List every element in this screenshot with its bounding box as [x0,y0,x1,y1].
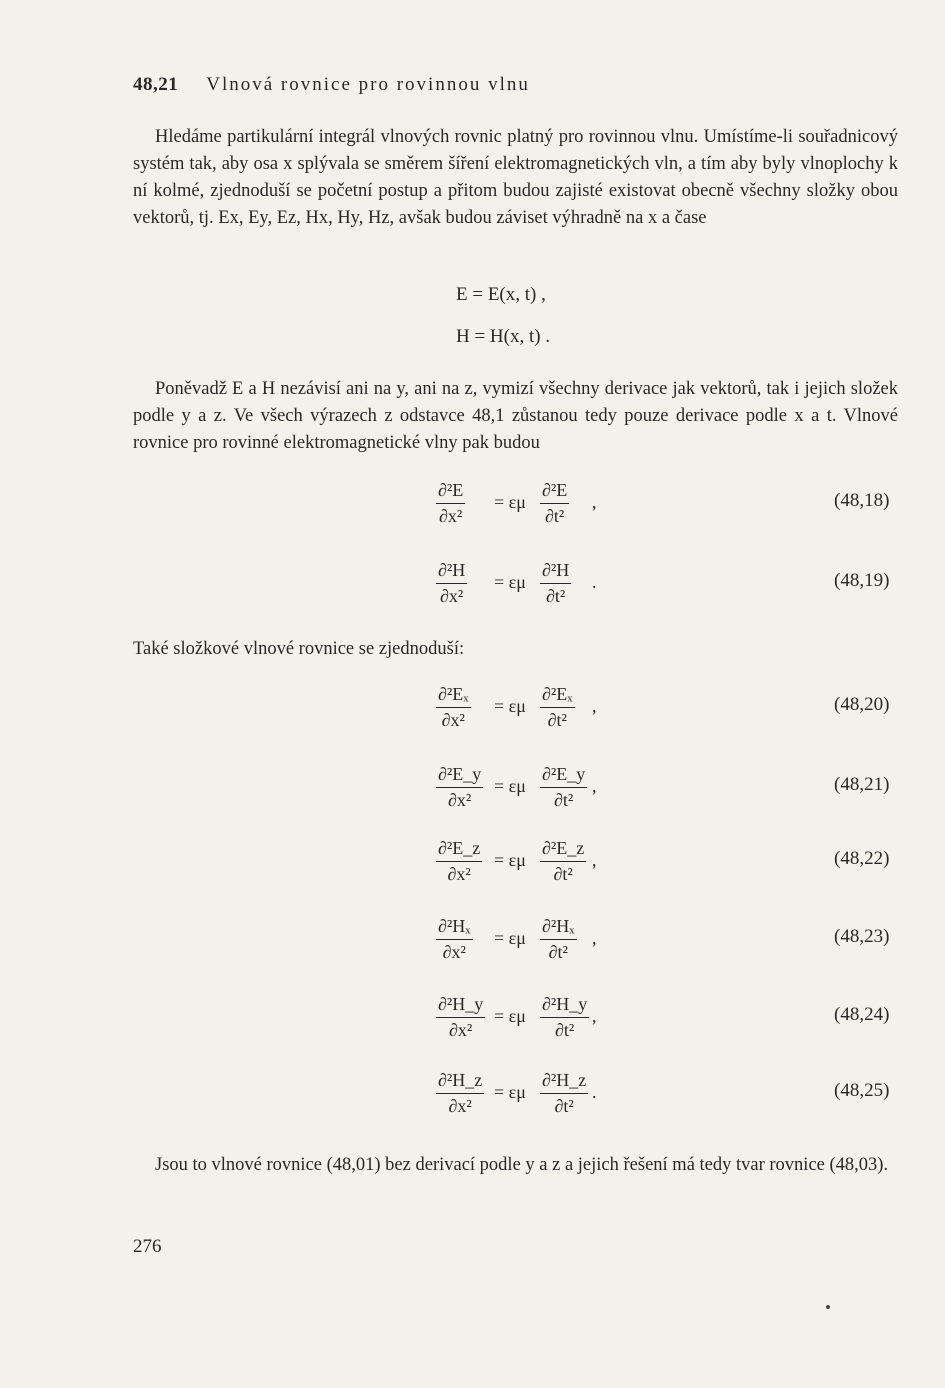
rhs-fraction [540,764,587,811]
paragraph-components [133,636,898,663]
equation-coefficient: = εμ [494,928,526,948]
lhs-fraction [436,764,483,811]
equation-coefficient: = εμ [494,850,526,870]
lhs-fraction-denominator: ∂x² [442,942,466,962]
ink-speck [826,1305,830,1309]
lhs-fraction-numerator: ∂²E [436,480,465,504]
rhs-fraction-numerator: ∂²Eₓ [540,684,575,708]
rhs-fraction-denominator: ∂t² [554,1096,574,1116]
rhs-fraction-numerator: ∂²H_y [540,994,589,1018]
equation-row [0,916,945,986]
equation-number: (48,24) [834,1004,890,1025]
equation-punctuation: , [592,928,597,948]
section-number: 48,21 [133,74,179,95]
lhs-fraction-denominator: ∂x² [449,1020,473,1040]
lhs-fraction-denominator: ∂x² [447,864,471,884]
paragraph-closing [133,1152,898,1179]
rhs-fraction-denominator: ∂t² [545,506,565,526]
equation-number: (48,20) [834,694,890,715]
section-heading [133,74,530,96]
equation-coefficient: = εμ [494,1006,526,1026]
equation-number: (48,23) [834,926,890,947]
equation-row [0,480,945,550]
lhs-fraction-denominator: ∂x² [439,506,463,526]
lhs-fraction-numerator: ∂²H_z [436,1070,484,1094]
equation-row [0,684,945,754]
rhs-fraction-numerator: ∂²H_z [540,1070,588,1094]
equation-coefficient: = εμ [494,776,526,796]
lhs-fraction-numerator: ∂²E_y [436,764,483,788]
rhs-fraction-numerator: ∂²E_z [540,838,586,862]
lhs-fraction [436,994,485,1041]
lhs-fraction [436,560,467,607]
rhs-fraction-denominator: ∂t² [547,710,567,730]
lhs-fraction-numerator: ∂²H [436,560,467,584]
rhs-fraction-denominator: ∂t² [554,790,574,810]
lhs-fraction-denominator: ∂x² [448,790,472,810]
lhs-fraction-denominator: ∂x² [440,586,464,606]
equation-punctuation: , [592,850,597,870]
lhs-fraction [436,684,471,731]
rhs-fraction [540,480,569,527]
rhs-fraction-denominator: ∂t² [555,1020,575,1040]
lhs-fraction [436,1070,484,1117]
equation-punctuation: . [592,572,597,592]
equation-punctuation: , [592,696,597,716]
rhs-fraction [540,560,571,607]
lhs-fraction [436,838,482,885]
paragraph-intro [133,124,898,232]
equation-punctuation: , [592,1006,597,1026]
equation-punctuation: , [592,492,597,512]
rhs-fraction [540,916,577,963]
lhs-fraction [436,480,465,527]
equation-number: (48,22) [834,848,890,869]
equation-coefficient: = εμ [494,572,526,592]
equation-punctuation: . [592,1082,597,1102]
rhs-fraction [540,1070,588,1117]
paragraph-intro-text: Hledáme partikulární integrál vlnových rovnic platný pro rovinnou vlnu. Umístíme-li souřadnicový systém tak, aby osa x splývala se směrem šíření elektromagnetických vln, a tím aby byly vlnoplochy k ní kolmé, zjednoduší se početní postup a přitom budou zajisté existovat obecně všechny složky obou vektorů, tj. Ex, Ey, Ez, Hx, Hy, Hz, avšak budou záviset výhradně na x a čase [133,127,898,228]
rhs-fraction-denominator: ∂t² [548,942,568,962]
rhs-fraction-numerator: ∂²E [540,480,569,504]
section-title: Vlnová rovnice pro rovinnou vlnu [206,74,530,95]
equation-number: (48,21) [834,774,890,795]
equation-number: (48,18) [834,490,890,511]
display-h: H = H(x, t) . [456,326,551,347]
lhs-fraction-numerator: ∂²Hₓ [436,916,473,940]
equation-coefficient: = εμ [494,1082,526,1102]
lhs-fraction-denominator: ∂x² [448,1096,472,1116]
lhs-fraction-numerator: ∂²H_y [436,994,485,1018]
paragraph-closing-text: Jsou to vlnové rovnice (48,01) bez derivací podle y a z a jejich řešení má tedy tvar rovnice (48,03). [155,1155,889,1175]
equation-number: (48,19) [834,570,890,591]
lhs-fraction-denominator: ∂x² [441,710,465,730]
lhs-fraction-numerator: ∂²E_z [436,838,482,862]
equation-punctuation: , [592,776,597,796]
lhs-fraction-numerator: ∂²Eₓ [436,684,471,708]
equation-row [0,764,945,834]
paragraph-components-text: Také složkové vlnové rovnice se zjednoduší: [133,639,465,659]
equation-row [0,838,945,908]
equation-number: (48,25) [834,1080,890,1101]
equation-row [0,994,945,1064]
paragraph-plane-text: Poněvadž E a H nezávisí ani na y, ani na z, vymizí všechny derivace jak vektorů, tak i jejich složek podle y a z. Ve všech výrazech z odstavce 48,1 zůstanou tedy pouze derivace podle x a t. Vlnové rovnice pro rovinné elektromagnetické vlny pak budou [133,379,898,453]
display-e: E = E(x, t) , [456,284,546,305]
rhs-fraction-denominator: ∂t² [553,864,573,884]
page-number: 276 [133,1236,162,1257]
rhs-fraction [540,838,586,885]
lhs-fraction [436,916,473,963]
rhs-fraction-numerator: ∂²Hₓ [540,916,577,940]
equation-coefficient: = εμ [494,696,526,716]
rhs-fraction-denominator: ∂t² [546,586,566,606]
rhs-fraction [540,684,575,731]
equation-row [0,1070,945,1140]
rhs-fraction-numerator: ∂²H [540,560,571,584]
equation-row [0,560,945,630]
equation-coefficient: = εμ [494,492,526,512]
rhs-fraction-numerator: ∂²E_y [540,764,587,788]
paragraph-plane [133,376,898,457]
rhs-fraction [540,994,589,1041]
